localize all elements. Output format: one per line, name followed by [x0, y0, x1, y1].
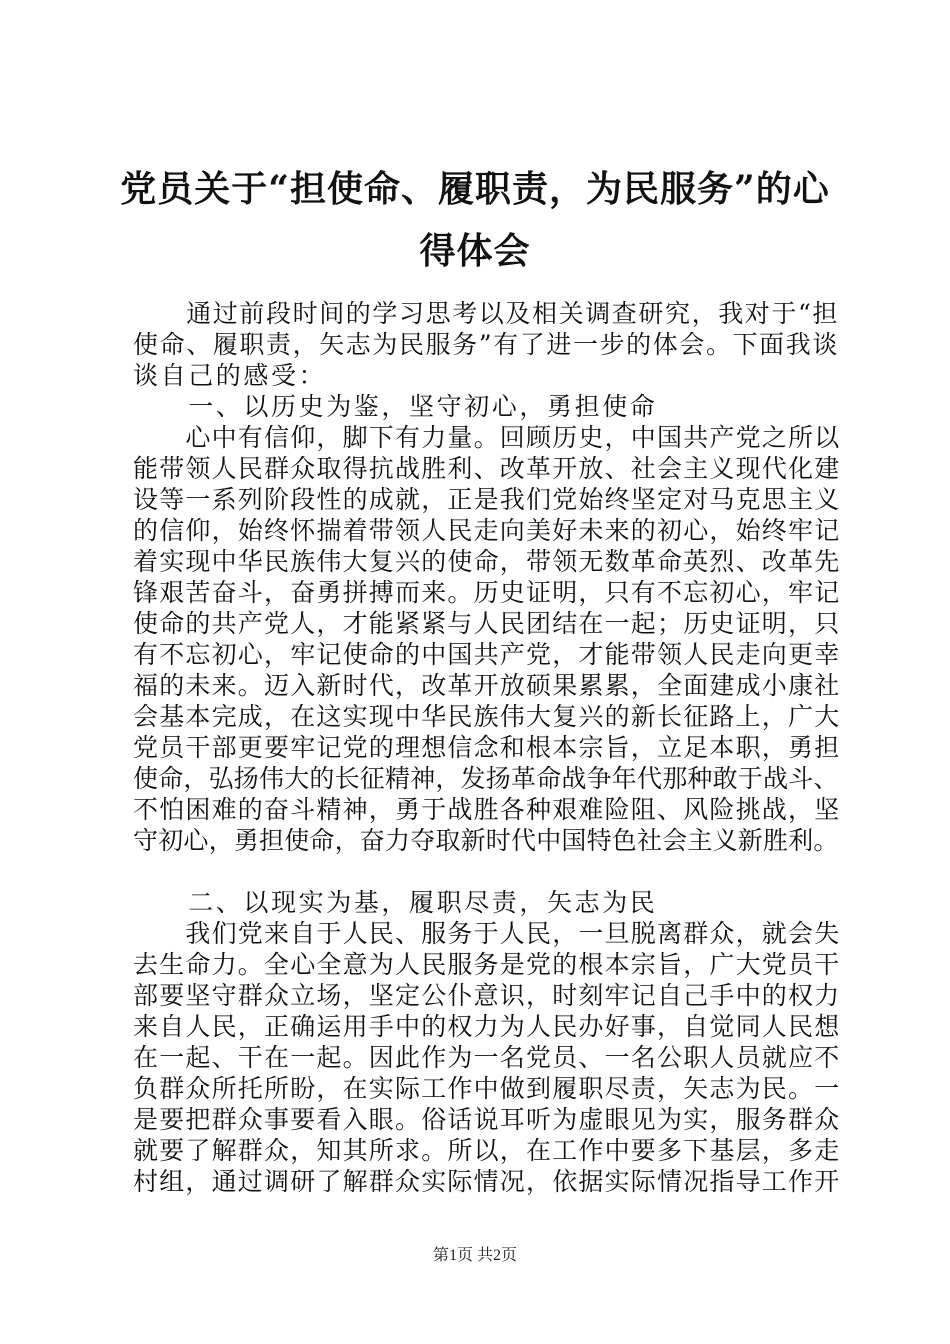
- body-line: 福的未来。迈入新时代，改革开放硕果累累，全面建成小康社: [133, 671, 841, 700]
- body-line: 使命，弘扬伟大的长征精神，发扬革命战争年代那种敢于战斗、: [133, 764, 839, 793]
- body-line: 会基本完成，在这实现中华民族伟大复兴的新长征路上，广大: [133, 702, 841, 731]
- body-line: 去生命力。全心全意为人民服务是党的根本宗旨，广大党员干: [133, 950, 841, 979]
- body-line: 来自人民，正确运用手中的权力为人民办好事，自觉同人民想: [133, 1012, 841, 1041]
- document-title: 党员关于“担使命、履职责，为民服务”的心得体会: [120, 168, 830, 272]
- body-line: 我们党来自于人民、服务于人民，一旦脱离群众，就会失: [133, 919, 841, 948]
- body-line: 村组，通过调研了解群众实际情况，依据实际情况指导工作开: [133, 1167, 841, 1196]
- section-heading-2: 二、以现实为基，履职尽责，矢志为民: [133, 888, 658, 917]
- body-line: 不怕困难的奋斗精神，勇于战胜各种艰难险阻、风险挑战，坚: [133, 795, 841, 824]
- body-line: 设等一系列阶段性的成就，正是我们党始终坚定对马克思主义: [133, 485, 841, 514]
- body-line: 使命的共产党人，才能紧紧与人民团结在一起；历史证明，只: [133, 609, 841, 638]
- body-line: 是要把群众事要看入眼。俗话说耳听为虚眼见为实，服务群众: [133, 1105, 841, 1134]
- body-line: 心中有信仰，脚下有力量。回顾历史，中国共产党之所以: [133, 423, 841, 452]
- body-line: 的信仰，始终怀揣着带领人民走向美好未来的初心，始终牢记: [133, 516, 841, 545]
- body-line: 负群众所托所盼，在实际工作中做到履职尽责，矢志为民。一: [133, 1074, 841, 1103]
- body-line: 部要坚守群众立场，坚定公仆意识，时刻牢记自己手中的权力: [133, 981, 841, 1010]
- body-line: 就要了解群众，知其所求。所以，在工作中要多下基层，多走: [133, 1136, 841, 1165]
- body-line: 着实现中华民族伟大复兴的使命，带领无数革命英烈、改革先: [133, 547, 841, 576]
- section-heading-1: 一、以历史为鉴，坚守初心，勇担使命: [133, 392, 658, 421]
- body-line: 党员干部更要牢记党的理想信念和根本宗旨，立足本职，勇担: [133, 733, 841, 762]
- body-line: 谈自己的感受：: [133, 361, 327, 390]
- body-line: 守初心，勇担使命，奋力夺取新时代中国特色社会主义新胜利。: [133, 826, 839, 855]
- body-line: 锋艰苦奋斗，奋勇拼搏而来。历史证明，只有不忘初心，牢记: [133, 578, 841, 607]
- body-line: 在一起、干在一起。因此作为一名党员、一名公职人员就应不: [133, 1043, 841, 1072]
- body-line: 使命、履职责，矢志为民服务”有了进一步的体会。下面我谈: [133, 330, 839, 359]
- body-line: 能带领人民群众取得抗战胜利、改革开放、社会主义现代化建: [133, 454, 841, 483]
- body-line: 通过前段时间的学习思考以及相关调查研究，我对于“担: [133, 299, 839, 328]
- page-footer: 第1页 共2页: [432, 1247, 517, 1264]
- body-line: 有不忘初心，牢记使命的中国共产党，才能带领人民走向更幸: [133, 640, 841, 669]
